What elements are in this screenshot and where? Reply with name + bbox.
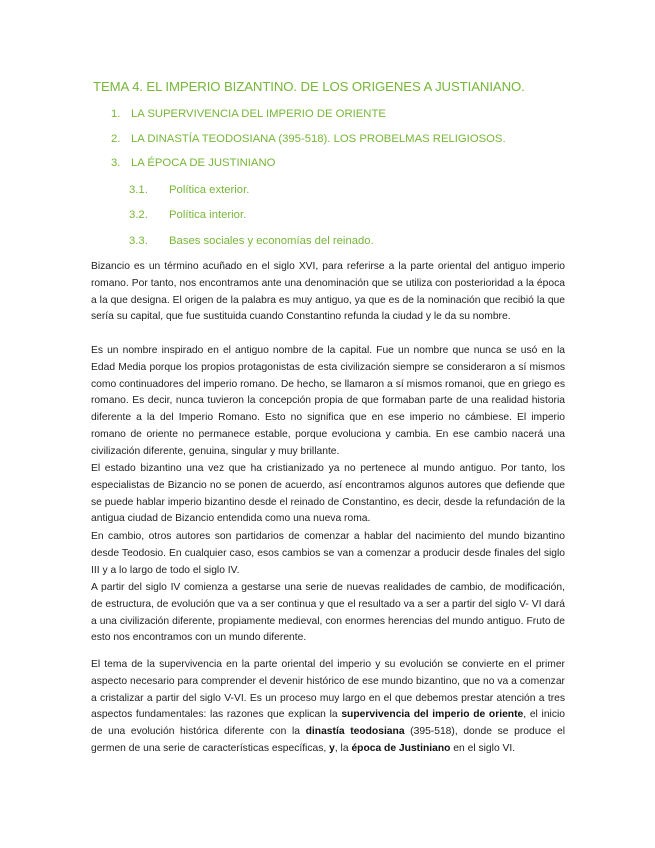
paragraph-text: (395-518), donde se produce el germen de una serie de características específicas,	[91, 726, 565, 754]
toc-text: LA ÉPOCA DE JUSTINIANO	[131, 157, 276, 169]
bold-term: época de Justiniano	[351, 742, 451, 754]
bold-term: dinastía teodosiana	[305, 726, 405, 738]
toc-text: LA SUPERVIVENCIA DEL IMPERIO DE ORIENTE	[131, 108, 386, 120]
document-title: TEMA 4. EL IMPERIO BIZANTINO. DE LOS ORIGENES A JUSTIANIANO.	[93, 79, 525, 94]
toc-text: LA DINASTÍA TEODOSIANA (395-518). LOS PROBELMAS RELIGIOSOS.	[131, 133, 506, 145]
toc-number: 3.3.	[129, 235, 148, 247]
toc-number: 3.	[111, 157, 121, 169]
paragraph-4: En cambio, otros autores son partidarios de comenzar a hablar del nacimiento del mundo bizantino desde Teodosio. En cualquier caso, esos cambios se van a comenzar a producir desde finales del siglo III y a lo largo de todo el siglo IV.	[91, 531, 565, 576]
toc-text: Bases sociales y economías del reinado.	[169, 235, 374, 247]
paragraph-text: El tema de la supervivencia en la parte oriental del imperio y su evolución se convierte en el primer aspecto necesario para comprender el devenir histórico de ese mundo bizantino, que no va a comenzar a cristalizar a partir del siglo V-VI. Es un proceso muy largo en el que debemos prestar atención a tres aspectos fundamentales: las razones que explican la	[91, 659, 565, 721]
paragraph-1: Bizancio es un término acuñado en el siglo XVI, para referirse a la parte oriental del antiguo imperio romano. Por tanto, nos encontramos ante una denominación que se utiliza con posterioridad a la época a la que designa. El origen de la palabra es muy antiguo, ya que es de la nominación que recibió la que sería su capital, que fue sustituida cuando Constantino refunda la ciudad y le da su nombre.	[91, 261, 565, 323]
paragraph-6	[91, 657, 565, 758]
toc-number: 1.	[111, 108, 121, 120]
paragraph-text: , la	[334, 742, 352, 754]
paragraph-2: Es un nombre inspirado en el antiguo nombre de la capital. Fue un nombre que nunca se usó en la Edad Media porque los propios protagonistas de esta civilización siempre se consideraron a sí mismos como continuadores del imperio romano. De hecho, se llamaron a sí mismos romanoi, que en griego es romano. Es decir, nunca tuvieron la concepción propia de que formaban parte de una realidad historia diferente a la del Imperio Romano. Esto no significa que en ese imperio no cámbiese. El imperio romano de oriente no permanece estable, porque evoluciona y cambia. En ese cambio nacerá una civilización diferente, genuina, singular y muy brillante.	[91, 345, 565, 457]
paragraph-3: El estado bizantino una vez que ha cristianizado ya no pertenece al mundo antiguo. Por tanto, los especialistas de Bizancio no se ponen de acuerdo, así encontramos algunos autores que defiende que se puede hablar imperio bizantino desde el reinado de Constantino, es decir, desde la refundación de la antigua ciudad de Bizancio entendida como una nueva roma.	[91, 463, 565, 525]
toc-text: Política exterior.	[169, 184, 250, 196]
paragraph-text: en el siglo VI.	[450, 742, 516, 754]
toc-number: 3.1.	[129, 184, 148, 196]
bold-term: supervivencia del imperio de oriente	[341, 709, 524, 721]
toc-number: 2.	[111, 133, 121, 145]
paragraph-text: , el inicio de una evolución histórica diferente con la	[91, 709, 565, 738]
toc-text: Política interior.	[169, 209, 247, 221]
paragraph-5: A partir del siglo IV comienza a gestarse una serie de nuevas realidades de cambio, de modificación, de estructura, de evolución que va a ser continua y que el resultado va a ser a partir del siglo V- VI dará a una civilización diferente, propiamente medieval, con enormes herencias del mundo antiguo. Fruto de esto nos encontramos con un mundo diferente.	[91, 582, 565, 644]
bold-term: y	[329, 742, 335, 754]
toc-number: 3.2.	[129, 209, 148, 221]
